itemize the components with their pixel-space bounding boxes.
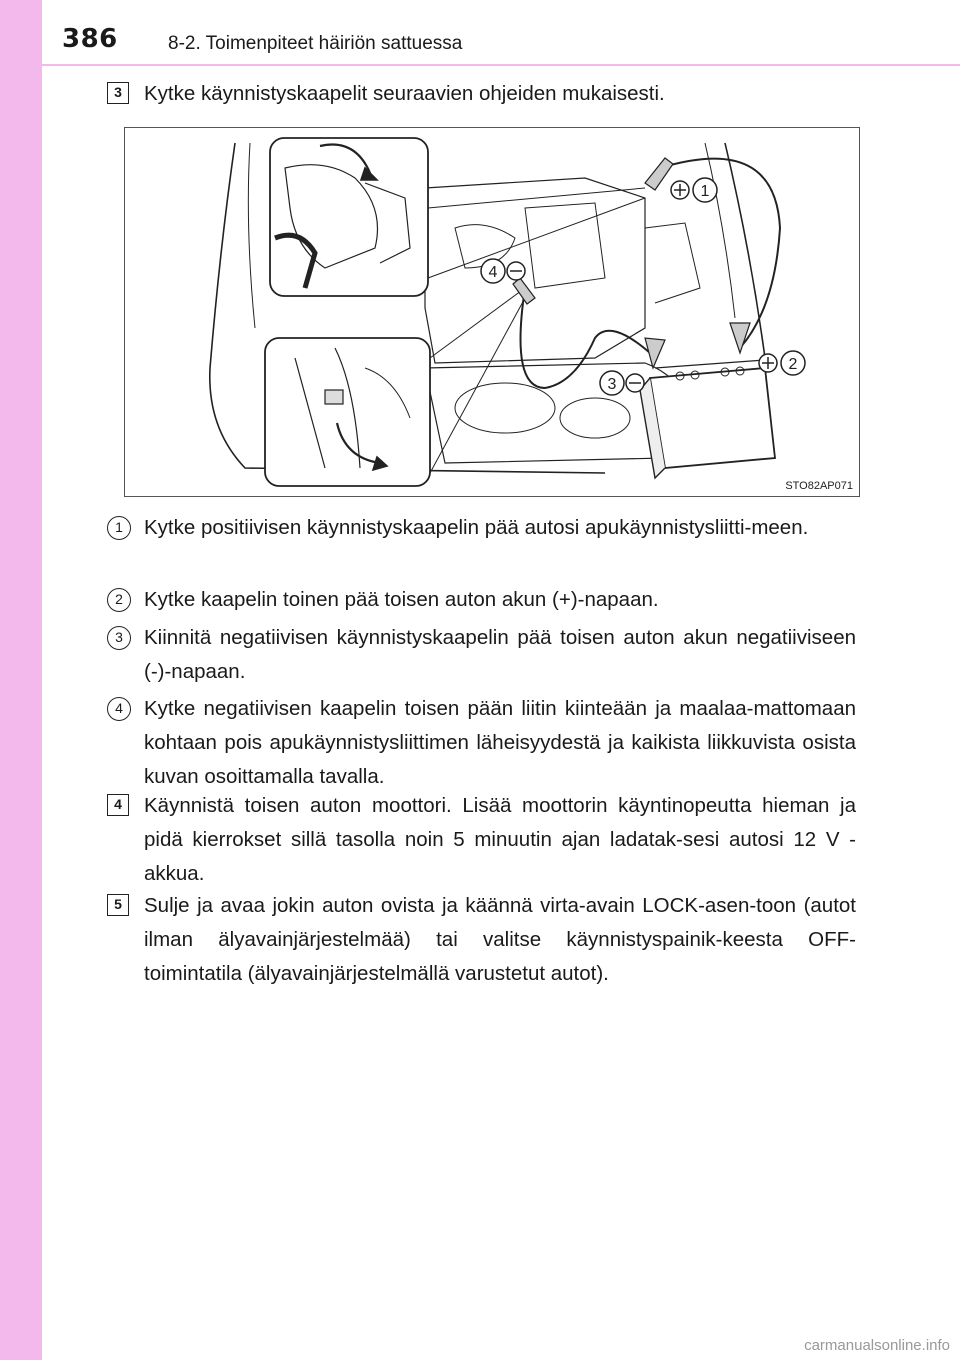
substep-3-marker: 3 [107, 626, 131, 650]
substep-4-text: Kytke negatiivisen kaapelin toisen pään liitin kiinteään ja maalaa-mattomaan kohtaan pois apukäynnistysliittimen läheisyydestä ja kaikista liikkuvista osista kuvan osoittamalla tavalla. [144, 697, 856, 788]
step-4-text: Käynnistä toisen auton moottori. Lisää moottorin käyntinopeutta hieman ja pidä kierrokset sillä tasolla noin 5 minuutin ajan ladatak-sesi autosi 12 V -akkua. [144, 794, 856, 885]
callout-3-label: 3 [607, 376, 617, 393]
side-color-bar [0, 0, 42, 1360]
step-4-marker: 4 [107, 794, 129, 816]
callout-1 [671, 178, 717, 202]
callout-1-label: 1 [700, 183, 710, 200]
engine-bay-drawing [125, 128, 860, 497]
figure-code: STO82AP071 [785, 480, 853, 492]
section-title: 8-2. Toimenpiteet häiriön sattuessa [168, 33, 463, 54]
substep-4-marker: 4 [107, 697, 131, 721]
inset-top-detail [270, 138, 428, 296]
watermark: carmanualsonline.info [804, 1337, 950, 1354]
callout-2-label: 2 [788, 356, 798, 373]
substep-1-text: Kytke positiivisen käynnistyskaapelin pää autosi apukäynnistysliitti-meen. [144, 516, 809, 539]
negative-cable [521, 288, 651, 388]
step-3-text: Kytke käynnistyskaapelit seuraavien ohjeiden mukaisesti. [144, 82, 665, 105]
step-5-marker: 5 [107, 894, 129, 916]
step-3-marker: 3 [107, 82, 129, 104]
substep-3-text: Kiinnitä negatiivisen käynnistyskaapelin pää toisen auton akun negatiiviseen (-)-napaan. [144, 626, 856, 683]
callout-2 [759, 351, 805, 375]
callout-4-label: 4 [488, 264, 498, 281]
substep-2-text: Kytke kaapelin toinen pää toisen auton akun (+)-napaan. [144, 588, 659, 611]
header-rule [42, 64, 960, 66]
jump-start-illustration [124, 127, 860, 497]
substep-1-marker: 1 [107, 516, 131, 540]
booster-battery [650, 368, 775, 468]
inset-bottom-detail [265, 338, 430, 486]
page-number: 386 [62, 24, 118, 54]
step-5-text: Sulje ja avaa jokin auton ovista ja käännä virta-avain LOCK-asen-toon (autot ilman älyavainjärjestelmää) tai valitse käynnistyspainik-keesta OFF-toimintatila (älyavainjärjestelmällä varustetut autot). [144, 894, 856, 985]
substep-2-marker: 2 [107, 588, 131, 612]
